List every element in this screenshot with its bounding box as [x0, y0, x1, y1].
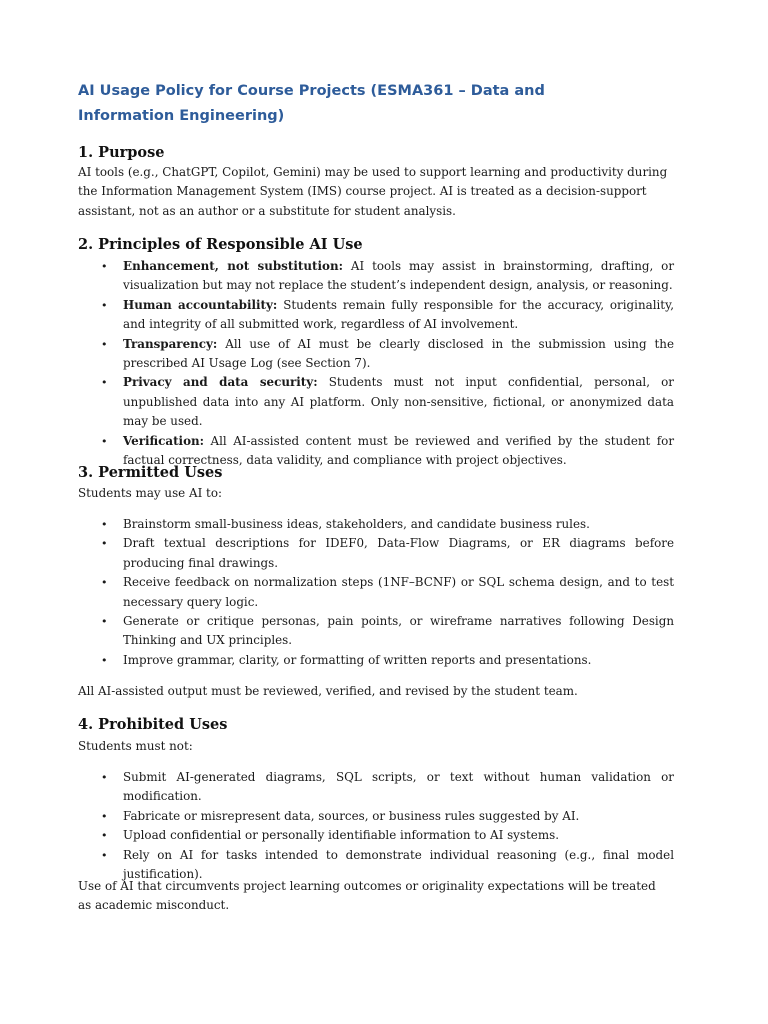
principle-term: Human accountability:	[123, 297, 278, 312]
principle-term: Enhancement, not substitution:	[123, 259, 343, 273]
list-item: • Receive feedback on normalization steps (1NF–BCNF) or SQL schema design, and to test necessary query logic.	[78, 573, 674, 612]
list-item: • Improve grammar, clarity, or formatting of written reports and presentations.	[78, 651, 674, 670]
principle-text: Students must not input confidential, personal, or unpublished data into any AI platform. Only non-sensitive, fictional, or anonymized data may be used.	[123, 375, 674, 429]
list-item	[78, 373, 674, 431]
prohibited-intro: Students must not:	[78, 739, 193, 753]
principles-list	[78, 257, 674, 470]
list-item	[78, 335, 674, 374]
section-heading-permitted: 3. Permitted Uses	[78, 464, 223, 481]
list-item: • Generate or critique personas, pain points, or wireframe narratives following Design Thinking and UX principles.	[78, 612, 674, 651]
principle-term: Privacy and data security:	[123, 375, 318, 390]
list-item	[78, 296, 674, 335]
permitted-note: All AI-assisted output must be reviewed, verified, and revised by the student team.	[78, 684, 578, 698]
section-heading-prohibited: 4. Prohibited Uses	[78, 716, 228, 733]
principle-text: All AI-assisted content must be reviewed and verified by the student for factual correctness, data validity, and compliance with project objectives.	[123, 433, 675, 468]
list-item: • Draft textual descriptions for IDEF0, Data-Flow Diagrams, or ER diagrams before producing final drawings.	[78, 534, 674, 573]
list-item: • Submit AI-generated diagrams, SQL scripts, or text without human validation or modification.	[78, 768, 674, 807]
permitted-list	[78, 515, 674, 670]
section-heading-principles: 2. Principles of Responsible AI Use	[78, 236, 363, 253]
list-item: • Upload confidential or personally identifiable information to AI systems.	[78, 826, 674, 845]
prohibited-list	[78, 768, 674, 884]
principle-text: AI tools may assist in brainstorming, drafting, or visualization but may not replace the student’s independent design, analysis, or reasoning.	[123, 259, 674, 293]
principle-text: All use of AI must be clearly disclosed in the submission using the prescribed AI Usage Log (see Section 7).	[123, 336, 674, 371]
principle-term: Transparency:	[123, 336, 218, 351]
list-item: • Fabricate or misrepresent data, sources, or business rules suggested by AI.	[78, 807, 674, 826]
section-heading-purpose: 1. Purpose	[78, 144, 165, 161]
principle-text: Students remain fully responsible for the accuracy, originality, and integrity of all submitted work, regardless of AI involvement.	[123, 297, 674, 332]
list-item: • Rely on AI for tasks intended to demonstrate individual reasoning (e.g., final model justification).	[78, 846, 674, 885]
principle-term: Verification:	[123, 433, 205, 448]
purpose-paragraph: AI tools (e.g., ChatGPT, Copilot, Gemini) may be used to support learning and productivity during the Information Management System (IMS) course project. AI is treated as a decision-support assistant, not as an author or a substitute for student analysis.	[78, 165, 668, 218]
document-title: AI Usage Policy for Course Projects (ESMA361 – Data and Information Engineering)	[78, 83, 545, 124]
list-item: • Brainstorm small-business ideas, stakeholders, and candidate business rules.	[78, 515, 674, 534]
prohibited-note: Use of AI that circumvents project learning outcomes or originality expectations will be treated as academic misconduct.	[78, 879, 656, 913]
list-item	[78, 257, 674, 296]
permitted-intro: Students may use AI to:	[78, 486, 222, 500]
